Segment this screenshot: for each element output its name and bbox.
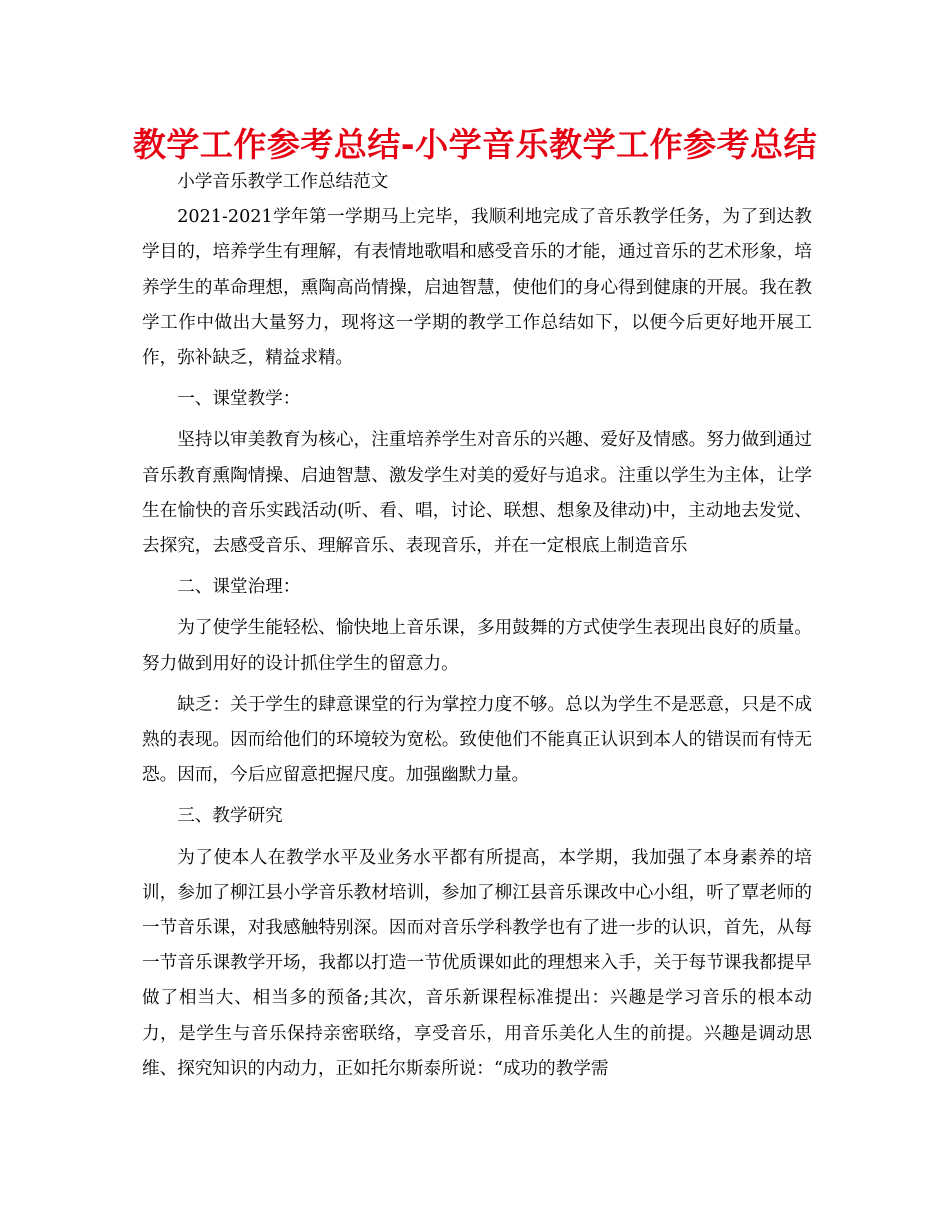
paragraph-shortcomings: 缺乏：关于学生的肆意课堂的行为掌控力度不够。总以为学生不是恶意，只是不成熟的表现。因而给他们的环境较为宽松。致使他们不能真正认识到本人的错误而有恃无恐。因而，今后应留意把握尺度。加强幽默力量。: [142, 694, 812, 786]
section-heading-classroom-management: 二、课堂治理：: [177, 577, 301, 598]
section-heading-teaching-research: 三、教学研究: [177, 806, 283, 827]
document-body: [142, 165, 812, 1087]
section-heading-classroom-teaching: 一、课堂教学：: [177, 389, 301, 410]
document-title: 教学工作参考总结-小学音乐教学工作参考总结: [132, 125, 818, 164]
paragraph-teaching-research: 为了使本人在教学水平及业务水平都有所提高，本学期，我加强了本身素养的培训，参加了柳江县小学音乐教材培训，参加了柳江县音乐课改中心小组，听了覃老师的一节音乐课，对我感触特别深。因而对音乐学科教学也有了进一步的认识，首先，从每一节音乐课教学开场，我都以打造一节优质课如此的理想来入手，关于每节课我都提早做了相当大、相当多的预备;其次，音乐新课程标准提出：兴趣是学习音乐的根本动力，是学生与音乐保持亲密联络，享受音乐，用音乐美化人生的前提。兴趣是调动思维、探究知识的内动力，正如托尔斯泰所说：“成功的教学需: [142, 847, 812, 1079]
document-subtitle: 小学音乐教学工作总结范文: [177, 172, 389, 192]
paragraph-intro: 2021-2021学年第一学期马上完毕，我顺利地完成了音乐教学任务，为了到达教学目的，培养学生有理解，有表情地歌唱和感受音乐的才能，通过音乐的艺术形象，培养学生的革命理想，熏陶高尚情操，启迪智慧，使他们的身心得到健康的开展。我在教学工作中做出大量努力，现将这一学期的教学工作总结如下，以便今后更好地开展工作，弥补缺乏，精益求精。: [142, 207, 812, 369]
paragraph-classroom-teaching: 坚持以审美教育为核心，注重培养学生对音乐的兴趣、爱好及情感。努力做到通过音乐教育熏陶情操、启迪智慧、激发学生对美的爱好与追求。注重以学生为主体，让学生在愉快的音乐实践活动(听、看、唱，讨论、联想、想象及律动)中，主动地去发觉、去探究，去感受音乐、理解音乐、表现音乐，并在一定根底上制造音乐: [142, 430, 812, 557]
paragraph-classroom-management: 为了使学生能轻松、愉快地上音乐课，多用鼓舞的方式使学生表现出良好的质量。努力做到用好的设计抓住学生的留意力。: [142, 618, 812, 674]
